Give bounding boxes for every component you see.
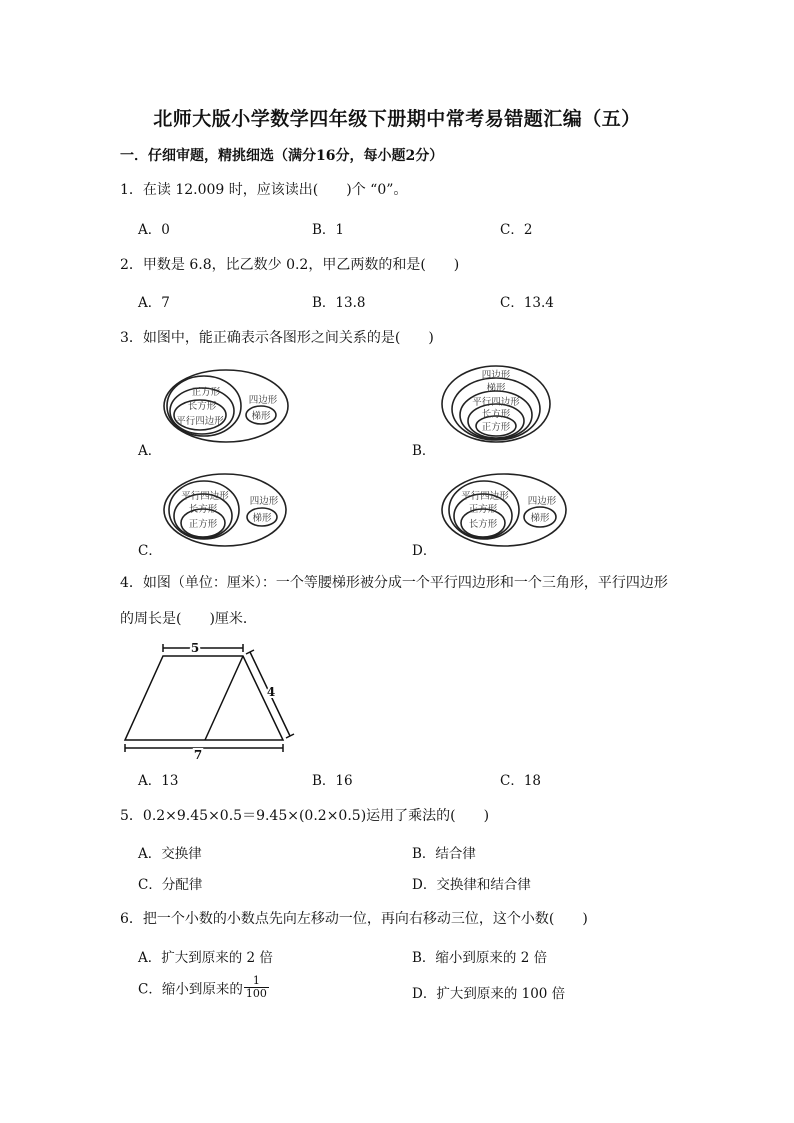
diagram-a-label-4: 梯形 [251,411,271,422]
q2-option-c[interactable]: C．13.4 [500,295,554,311]
dimension-side: 4 [266,685,276,699]
diagram-c-label-2: 正方形 [188,519,218,530]
q4-option-b[interactable]: B．16 [312,773,353,789]
diagram-a-label-1: 长方形 [187,401,217,412]
dimension-top: 5 [190,641,200,655]
diagram-c [162,472,290,548]
q6-option-c-text: C．缩小到原来的 [138,981,243,998]
diagram-b [440,364,552,444]
q2-option-b[interactable]: B．13.8 [312,295,366,311]
diagram-b-label-1: 梯形 [486,383,506,394]
q6-option-c[interactable] [138,975,269,1000]
q5-option-b[interactable]: B．结合律 [412,846,476,862]
question-3-stem: 3．如图中，能正确表示各图形之间关系的是( ) [120,330,434,346]
q5-option-a[interactable]: A．交换律 [138,846,202,862]
diagram-c-label-0: 平行四边形 [181,491,229,502]
diagram-c-label-4: 梯形 [252,513,272,524]
question-2-stem: 2．甲数是 6.8，比乙数少 0.2，甲乙两数的和是( ) [120,257,460,273]
diagram-c-label-1: 长方形 [188,504,218,515]
dimension-bottom: 7 [193,748,203,760]
question-4-stem-line1: 4．如图（单位：厘米）：一个等腰梯形被分成一个平行四边形和一个三角形，平行四边形 [120,575,668,591]
diagram-d-label-2: 长方形 [468,519,498,530]
q4-option-a[interactable]: A．13 [138,773,179,789]
diagram-b-label-0: 四边形 [481,370,511,381]
q5-option-c[interactable]: C．分配律 [138,877,203,893]
q4-option-c[interactable]: C．18 [500,773,542,789]
section-heading: 一．仔细审题，精挑细选（满分16分，每小题2分） [120,148,444,164]
q6-option-b[interactable]: B．缩小到原来的 2 倍 [412,950,548,966]
q3-option-a[interactable]: A． [138,443,162,459]
diagram-d [440,472,570,548]
diagram-c-label-3: 四边形 [249,496,279,507]
diagram-b-label-2: 平行四边形 [472,397,520,408]
fraction-one-hundredth [244,975,269,1000]
q6-option-a[interactable]: A．扩大到原来的 2 倍 [138,950,273,966]
trapezoid-shape [125,656,283,740]
trapezoid-figure [118,636,298,760]
question-5-stem: 5．0.2×9.45×0.5＝9.45×(0.2×0.5)运用了乘法的( ) [120,808,490,824]
diagram-a-label-0: 正方形 [191,387,221,398]
q2-option-a[interactable]: A．7 [138,295,170,311]
q1-option-a[interactable]: A．0 [138,222,170,238]
diagram-d-label-4: 梯形 [530,513,550,524]
diagram-a [162,368,292,444]
q1-option-c[interactable]: C．2 [500,222,533,238]
question-1-stem: 1．在读 12.009 时，应该读出( )个 “0”。 [120,182,408,198]
question-4-stem-line2: 的周长是( )厘米． [120,611,257,627]
diagram-d-label-0: 平行四边形 [461,491,509,502]
diagram-b-label-3: 长方形 [481,409,511,420]
question-6-stem: 6．把一个小数的小数点先向左移动一位，再向右移动三位，这个小数( ) [120,911,588,927]
diagram-d-label-3: 四边形 [527,496,557,507]
division-line [205,656,243,740]
diagram-a-label-3: 四边形 [248,395,278,406]
q1-option-b[interactable]: B．1 [312,222,345,238]
q3-option-c[interactable]: C． [138,543,162,559]
q5-option-d[interactable]: D．交换律和结合律 [412,877,531,893]
diagram-a-label-2: 平行四边形 [176,416,224,427]
q6-option-d[interactable]: D．扩大到原来的 100 倍 [412,986,566,1002]
diagram-b-label-4: 正方形 [481,422,511,433]
fraction-numerator: 1 [244,975,269,988]
diagram-d-label-1: 正方形 [468,504,498,515]
page-title: 北师大版小学数学四年级下册期中常考易错题汇编（五） [153,108,641,130]
fraction-denominator: 100 [245,987,267,1000]
q3-option-d[interactable]: D． [412,543,437,559]
q3-option-b[interactable]: B． [412,443,436,459]
